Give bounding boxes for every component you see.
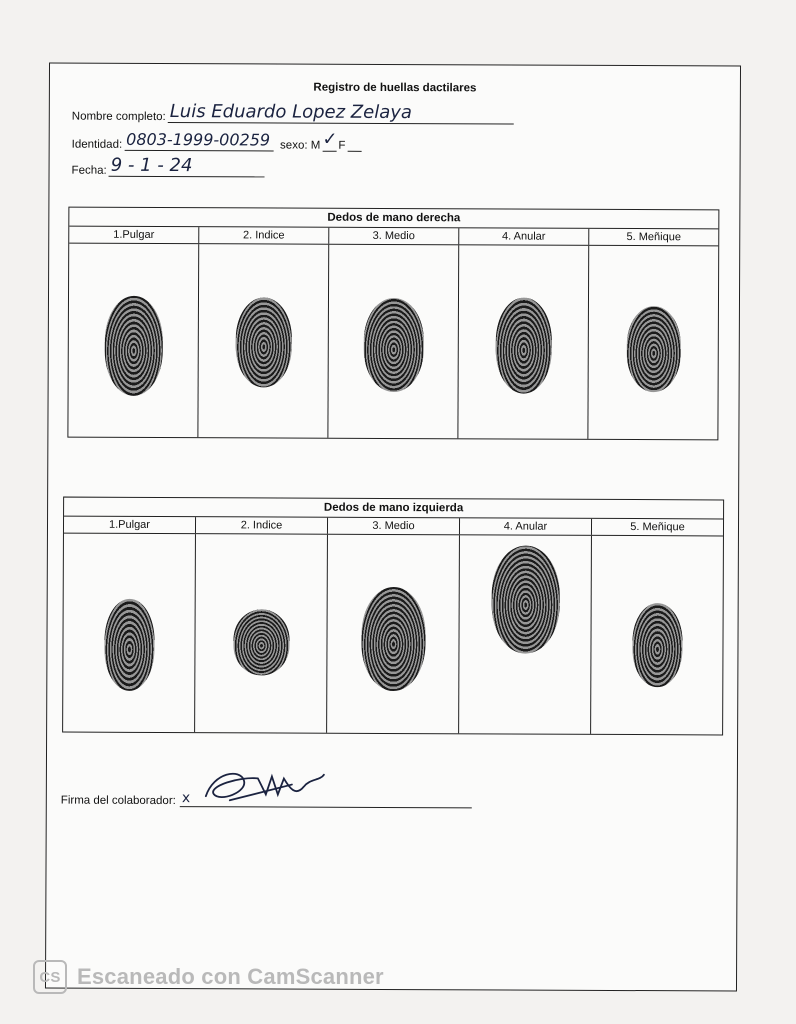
sex-female-label: F (338, 139, 346, 152)
fingerprint-icon (491, 545, 559, 653)
identity-value: 0803-1999-00259 (124, 130, 274, 152)
right-index-cell (198, 244, 329, 438)
date-field (72, 156, 265, 178)
fingerprint-icon (104, 295, 162, 395)
fingerprint-icon (104, 599, 154, 691)
left-thumb-cell (63, 534, 196, 733)
right-finger-label: 2. Indice (199, 227, 329, 244)
identity-field (72, 130, 364, 152)
fingerprint-icon (632, 603, 682, 687)
full-name-field (72, 102, 514, 125)
fingerprint-icon (233, 609, 289, 675)
handwritten-signature (200, 766, 330, 807)
checkmark-icon: ✓ (322, 128, 338, 150)
sex-female-blank (347, 137, 361, 152)
left-little-cell (591, 536, 723, 735)
right-finger-label: 4. Anular (459, 228, 589, 245)
right-hand-table (67, 207, 719, 441)
camscanner-logo-icon: CS (33, 960, 67, 994)
right-finger-label: 5. Meñique (626, 231, 682, 244)
full-name-label: Nombre completo: (71, 110, 166, 124)
fingerprint-icon (361, 587, 425, 691)
left-hand-title: Dedos de mano izquierda (64, 498, 723, 520)
sex-field (280, 128, 363, 152)
sex-male-blank (322, 128, 338, 152)
signature-mark: x (181, 790, 191, 807)
fingerprint-icon (235, 297, 291, 387)
right-finger-label: 1.Pulgar (69, 227, 199, 244)
left-finger-label: 2. Indice (196, 517, 328, 534)
left-finger-label: 3. Medio (328, 518, 460, 535)
right-finger-label: 3. Medio (329, 228, 459, 245)
right-hand-title: Dedos de mano derecha (69, 208, 718, 230)
right-thumb-cell (68, 244, 199, 438)
left-ring-cell (459, 535, 592, 734)
left-hand-print-row (63, 534, 723, 735)
right-ring-cell (458, 245, 589, 439)
left-finger-label: 5. Meñique (630, 521, 685, 534)
right-middle-cell (328, 245, 459, 439)
date-label: Fecha: (71, 164, 107, 177)
fingerprint-icon (495, 297, 551, 393)
left-middle-cell (327, 535, 460, 734)
left-finger-label: 1.Pulgar (64, 517, 196, 534)
signature-field (61, 776, 472, 809)
right-little-cell (588, 246, 718, 440)
left-index-cell (195, 534, 328, 733)
watermark-text: Escaneado con CamScanner (77, 964, 384, 989)
signature-line (180, 776, 472, 808)
fingerprint-form (45, 62, 741, 991)
left-hand-table (62, 497, 724, 736)
form-title: Registro de huellas dactilares (313, 81, 477, 95)
fingerprint-icon (363, 297, 423, 391)
fingerprint-icon (626, 306, 680, 392)
date-value: 9 - 1 - 24 (109, 156, 265, 178)
camscanner-watermark (33, 960, 384, 994)
sex-label: sexo: M (280, 139, 321, 152)
left-finger-label: 4. Anular (460, 518, 592, 535)
full-name-value: Luis Eduardo Lopez Zelaya (168, 102, 514, 125)
identity-label: Identidad: (71, 138, 123, 151)
right-hand-print-row (68, 244, 718, 440)
signature-label: Firma del colaborador: (60, 794, 176, 808)
